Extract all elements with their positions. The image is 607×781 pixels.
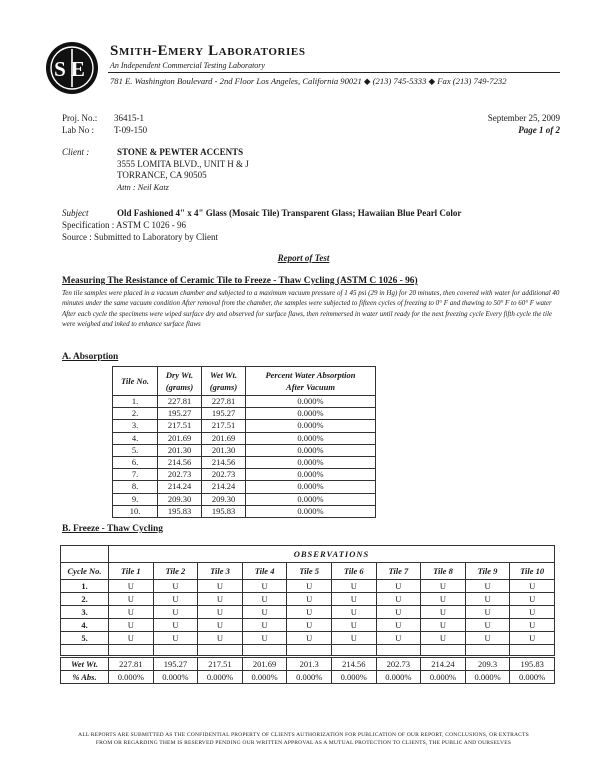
observation-cell: U	[242, 580, 287, 593]
observation-cell: U	[465, 580, 510, 593]
observation-cell: U	[287, 619, 332, 632]
tile-header: Tile 3	[198, 563, 243, 580]
subject-label: Subject	[62, 208, 89, 218]
absorption-tile-number-cell: 10.	[113, 505, 158, 517]
observations-spacer	[61, 546, 109, 563]
report-date: September 25, 2009	[487, 113, 560, 123]
table-row	[113, 456, 376, 468]
absorption-tile-number-cell: 3.	[113, 420, 158, 432]
table-row	[113, 505, 376, 517]
freeze-thaw-title: B. Freeze - Thaw Cycling	[62, 524, 163, 534]
observation-cell: U	[287, 580, 332, 593]
lab-name: Smith-Emery Laboratories	[110, 43, 306, 59]
observation-cell: U	[421, 580, 466, 593]
observation-cell: U	[153, 593, 198, 606]
table-row	[113, 396, 376, 408]
observation-cell: U	[376, 580, 421, 593]
absorption-percent-absorption-cell: 0.000%	[246, 432, 376, 444]
absorption-tile-number-cell: 6.	[113, 456, 158, 468]
absorption-wet-weight-cell: 201.69	[202, 432, 246, 444]
observation-cell: U	[153, 606, 198, 619]
source: Source : Submitted to Laboratory by Client	[62, 232, 218, 242]
absorption-wet-weight-cell: 195.83	[202, 505, 246, 517]
wet-weight-row	[61, 657, 555, 671]
observation-cell: U	[198, 593, 243, 606]
table-row	[113, 432, 376, 444]
observation-cell: U	[421, 632, 466, 645]
observation-cell: U	[109, 580, 154, 593]
observation-cell: U	[421, 593, 466, 606]
wet-weight-cell: 227.81	[109, 657, 154, 671]
percent-absorption-cell: 0.000%	[465, 671, 510, 684]
absorption-percent-absorption-cell: 0.000%	[246, 396, 376, 408]
absorption-dry-weight-cell: 201.69	[158, 432, 202, 444]
tile-header: Tile 6	[331, 563, 376, 580]
percent-absorption-cell: 0.000%	[153, 671, 198, 684]
logo-lettering: SE	[54, 57, 90, 81]
project-number	[62, 113, 144, 123]
client-label: Client :	[62, 147, 90, 157]
absorption-dry-weight-cell: 201.30	[158, 444, 202, 456]
observation-cell: U	[510, 580, 555, 593]
absorption-percent-absorption-cell: 0.000%	[246, 505, 376, 517]
spacer-cell	[465, 645, 510, 657]
client-address-2: TORRANCE, CA 90505	[117, 170, 207, 180]
absorption-wet-weight-cell: 201.30	[202, 444, 246, 456]
cycle-number-cell: 4.	[61, 619, 109, 632]
report-title: Report of Test	[277, 253, 330, 263]
absorption-percent-absorption-cell: 0.000%	[246, 456, 376, 468]
client-attn: Attn : Neil Katz	[117, 182, 169, 192]
observation-cell: U	[376, 593, 421, 606]
cycle-number-cell: 1.	[61, 580, 109, 593]
cycle-number-cell: 5.	[61, 632, 109, 645]
spacer-cell	[287, 645, 332, 657]
percent-absorption-label: % Abs.	[61, 671, 109, 684]
observation-cell: U	[331, 580, 376, 593]
absorption-header-wet: Wet Wt. (grams)	[202, 367, 246, 396]
percent-absorption-cell: 0.000%	[198, 671, 243, 684]
observation-cell: U	[510, 606, 555, 619]
method-title: Measuring The Resistance of Ceramic Tile to Freeze - Thaw Cycling (ASTM C 1026 - 96)	[62, 276, 418, 286]
table-row	[113, 469, 376, 481]
header-rule	[108, 72, 560, 73]
table-row	[113, 481, 376, 493]
tile-header: Tile 5	[287, 563, 332, 580]
absorption-tile-number-cell: 8.	[113, 481, 158, 493]
table-row	[61, 606, 555, 619]
absorption-percent-absorption-cell: 0.000%	[246, 420, 376, 432]
observation-cell: U	[465, 606, 510, 619]
table-row	[61, 619, 555, 632]
subject-block	[62, 207, 461, 243]
spacer-cell	[421, 645, 466, 657]
table-row	[61, 593, 555, 606]
tile-header: Tile 9	[465, 563, 510, 580]
absorption-wet-weight-cell: 214.24	[202, 481, 246, 493]
absorption-header-tile: Tile No.	[113, 367, 158, 396]
observation-cell: U	[287, 632, 332, 645]
cycle-number-cell: 3.	[61, 606, 109, 619]
table-row	[113, 408, 376, 420]
observation-cell: U	[109, 619, 154, 632]
spacer-cell	[510, 645, 555, 657]
spacer-cell	[242, 645, 287, 657]
lab-number-label: Lab No :	[62, 125, 94, 135]
spacer-cell	[61, 645, 109, 657]
percent-absorption-row	[61, 671, 555, 684]
percent-absorption-cell: 0.000%	[421, 671, 466, 684]
table-row	[61, 580, 555, 593]
absorption-tile-number-cell: 4.	[113, 432, 158, 444]
wet-weight-cell: 209.3	[465, 657, 510, 671]
absorption-header-dry: Dry Wt. (grams)	[158, 367, 202, 396]
percent-absorption-cell: 0.000%	[109, 671, 154, 684]
observation-cell: U	[198, 632, 243, 645]
observation-cell: U	[331, 606, 376, 619]
percent-absorption-cell: 0.000%	[242, 671, 287, 684]
percent-absorption-cell: 0.000%	[376, 671, 421, 684]
tile-header: Tile 4	[242, 563, 287, 580]
lab-number-value: T-09-150	[114, 125, 148, 135]
absorption-dry-weight-cell: 195.27	[158, 408, 202, 420]
cycle-header: Cycle No.	[61, 563, 109, 580]
table-row	[113, 493, 376, 505]
project-number-value: 36415-1	[114, 113, 144, 123]
tile-header: Tile 8	[421, 563, 466, 580]
observation-cell: U	[331, 619, 376, 632]
observation-cell: U	[465, 593, 510, 606]
observation-cell: U	[421, 619, 466, 632]
absorption-dry-weight-cell: 227.81	[158, 396, 202, 408]
observation-cell: U	[510, 632, 555, 645]
observation-cell: U	[153, 580, 198, 593]
absorption-wet-weight-cell: 227.81	[202, 396, 246, 408]
absorption-percent-absorption-cell: 0.000%	[246, 408, 376, 420]
observation-cell: U	[153, 632, 198, 645]
footer-line-2: FROM OR REGARDING THEM IS RESERVED PENDING OUR WRITTEN APPROVAL AS A MUTUAL PROTECTION TO CLIENTS, THE PUBLIC AND OURSELVES	[95, 740, 512, 746]
absorption-title: A. Absorption	[62, 352, 119, 362]
project-number-label: Proj. No.:	[62, 113, 98, 123]
observation-cell: U	[198, 580, 243, 593]
tile-header: Tile 2	[153, 563, 198, 580]
absorption-tile-number-cell: 5.	[113, 444, 158, 456]
absorption-wet-weight-cell: 202.73	[202, 469, 246, 481]
absorption-dry-weight-cell: 214.56	[158, 456, 202, 468]
percent-absorption-cell: 0.000%	[331, 671, 376, 684]
absorption-tile-number-cell: 7.	[113, 469, 158, 481]
absorption-tile-number-cell: 1.	[113, 396, 158, 408]
wet-weight-cell: 217.51	[198, 657, 243, 671]
absorption-wet-weight-cell: 217.51	[202, 420, 246, 432]
client-name: STONE & PEWTER ACCENTS	[117, 147, 244, 157]
absorption-tile-number-cell: 2.	[113, 408, 158, 420]
absorption-tile-number-cell: 9.	[113, 493, 158, 505]
absorption-dry-weight-cell: 202.73	[158, 469, 202, 481]
wet-weight-cell: 214.24	[421, 657, 466, 671]
wet-weight-label: Wet Wt.	[61, 657, 109, 671]
spacer-cell	[331, 645, 376, 657]
observation-cell: U	[465, 619, 510, 632]
specification: Specification : ASTM C 1026 - 96	[62, 220, 186, 230]
absorption-dry-weight-cell: 214.24	[158, 481, 202, 493]
footer-line-1: ALL REPORTS ARE SUBMITTED AS THE CONFIDENTIAL PROPERTY OF CLIENTS AUTHORIZATION FOR PUBLICATION OF OUR REPORT, CONCLUSIONS, OR EXTRACTS	[78, 732, 529, 738]
observation-cell: U	[242, 606, 287, 619]
tile-header: Tile 7	[376, 563, 421, 580]
wet-weight-cell: 201.69	[242, 657, 287, 671]
observation-cell: U	[287, 593, 332, 606]
wet-weight-cell: 201.3	[287, 657, 332, 671]
spacer-cell	[376, 645, 421, 657]
observation-cell: U	[109, 632, 154, 645]
absorption-dry-weight-cell: 217.51	[158, 420, 202, 432]
absorption-wet-weight-cell: 195.27	[202, 408, 246, 420]
table-row	[113, 420, 376, 432]
cycle-number-cell: 2.	[61, 593, 109, 606]
spacer-row	[61, 645, 555, 657]
observation-cell: U	[109, 593, 154, 606]
subject-value: Old Fashioned 4" x 4" Glass (Mosaic Tile) Transparent Glass; Hawaiian Blue Pearl Color	[117, 208, 462, 218]
absorption-dry-weight-cell: 195.83	[158, 505, 202, 517]
wet-weight-cell: 214.56	[331, 657, 376, 671]
observations-label: OBSERVATIONS	[109, 546, 555, 563]
lab-number	[62, 125, 147, 135]
wet-weight-cell: 195.83	[510, 657, 555, 671]
lab-address: 781 E. Washington Boulevard - 2nd Floor Los Angeles, California 90021 ◆ (213) 745-5333 ◆ Fax (213) 749-7232	[110, 76, 507, 86]
page-number: Page 1 of 2	[518, 125, 560, 135]
client-block	[117, 147, 249, 193]
observation-cell: U	[510, 619, 555, 632]
tile-header: Tile 1	[109, 563, 154, 580]
table-row	[61, 632, 555, 645]
client-address-1: 3555 LOMITA BLVD., UNIT H & J	[117, 158, 249, 169]
observation-cell: U	[510, 593, 555, 606]
observation-cell: U	[198, 619, 243, 632]
absorption-table	[112, 366, 376, 518]
spacer-cell	[153, 645, 198, 657]
observation-cell: U	[198, 606, 243, 619]
table-row	[113, 444, 376, 456]
wet-weight-cell: 195.27	[153, 657, 198, 671]
observation-cell: U	[376, 619, 421, 632]
tile-header: Tile 10	[510, 563, 555, 580]
observation-cell: U	[242, 632, 287, 645]
observation-cell: U	[287, 606, 332, 619]
spacer-cell	[198, 645, 243, 657]
absorption-percent-absorption-cell: 0.000%	[246, 444, 376, 456]
observation-cell: U	[331, 593, 376, 606]
observation-cell: U	[331, 632, 376, 645]
method-paragraph: Ten tile samples were placed in a vacuum chamber and subjected to a maximum vacuum pressure of 1 45 psi (29 in Hg) for 20 minutes, then covered with water for additional 40 minutes under the same vacuum condition After removal from the chamber, the samples were subjected to fifteen cycles of freezing to 0° F and thawing to 50° F to 60° F water After each cycle the specimens were wiped surface dry and observed for surface flaws, then reimmersed in water until ready for the next freezing cycle Every fifth cycle the tile were weighed and inked to enhance surface flaws	[62, 289, 560, 329]
absorption-percent-absorption-cell: 0.000%	[246, 469, 376, 481]
wet-weight-cell: 202.73	[376, 657, 421, 671]
absorption-percent-absorption-cell: 0.000%	[246, 481, 376, 493]
absorption-header-row	[113, 367, 376, 396]
absorption-percent-absorption-cell: 0.000%	[246, 493, 376, 505]
absorption-wet-weight-cell: 209.30	[202, 493, 246, 505]
observation-cell: U	[465, 632, 510, 645]
percent-absorption-cell: 0.000%	[510, 671, 555, 684]
observations-row	[61, 546, 555, 563]
observation-cell: U	[376, 606, 421, 619]
tile-header-row	[61, 563, 555, 580]
observation-cell: U	[242, 593, 287, 606]
observation-cell: U	[153, 619, 198, 632]
company-logo	[44, 40, 100, 96]
absorption-header-percent: Percent Water Absorption After Vacuum	[246, 367, 376, 396]
observation-cell: U	[242, 619, 287, 632]
observation-cell: U	[376, 632, 421, 645]
freeze-thaw-table	[60, 545, 555, 684]
observation-cell: U	[421, 606, 466, 619]
observation-cell: U	[109, 606, 154, 619]
spacer-cell	[109, 645, 154, 657]
confidentiality-footer	[40, 731, 567, 747]
percent-absorption-cell: 0.000%	[287, 671, 332, 684]
lab-tagline: An Independent Commercial Testing Laboratory	[110, 61, 265, 70]
absorption-wet-weight-cell: 214.56	[202, 456, 246, 468]
absorption-dry-weight-cell: 209.30	[158, 493, 202, 505]
